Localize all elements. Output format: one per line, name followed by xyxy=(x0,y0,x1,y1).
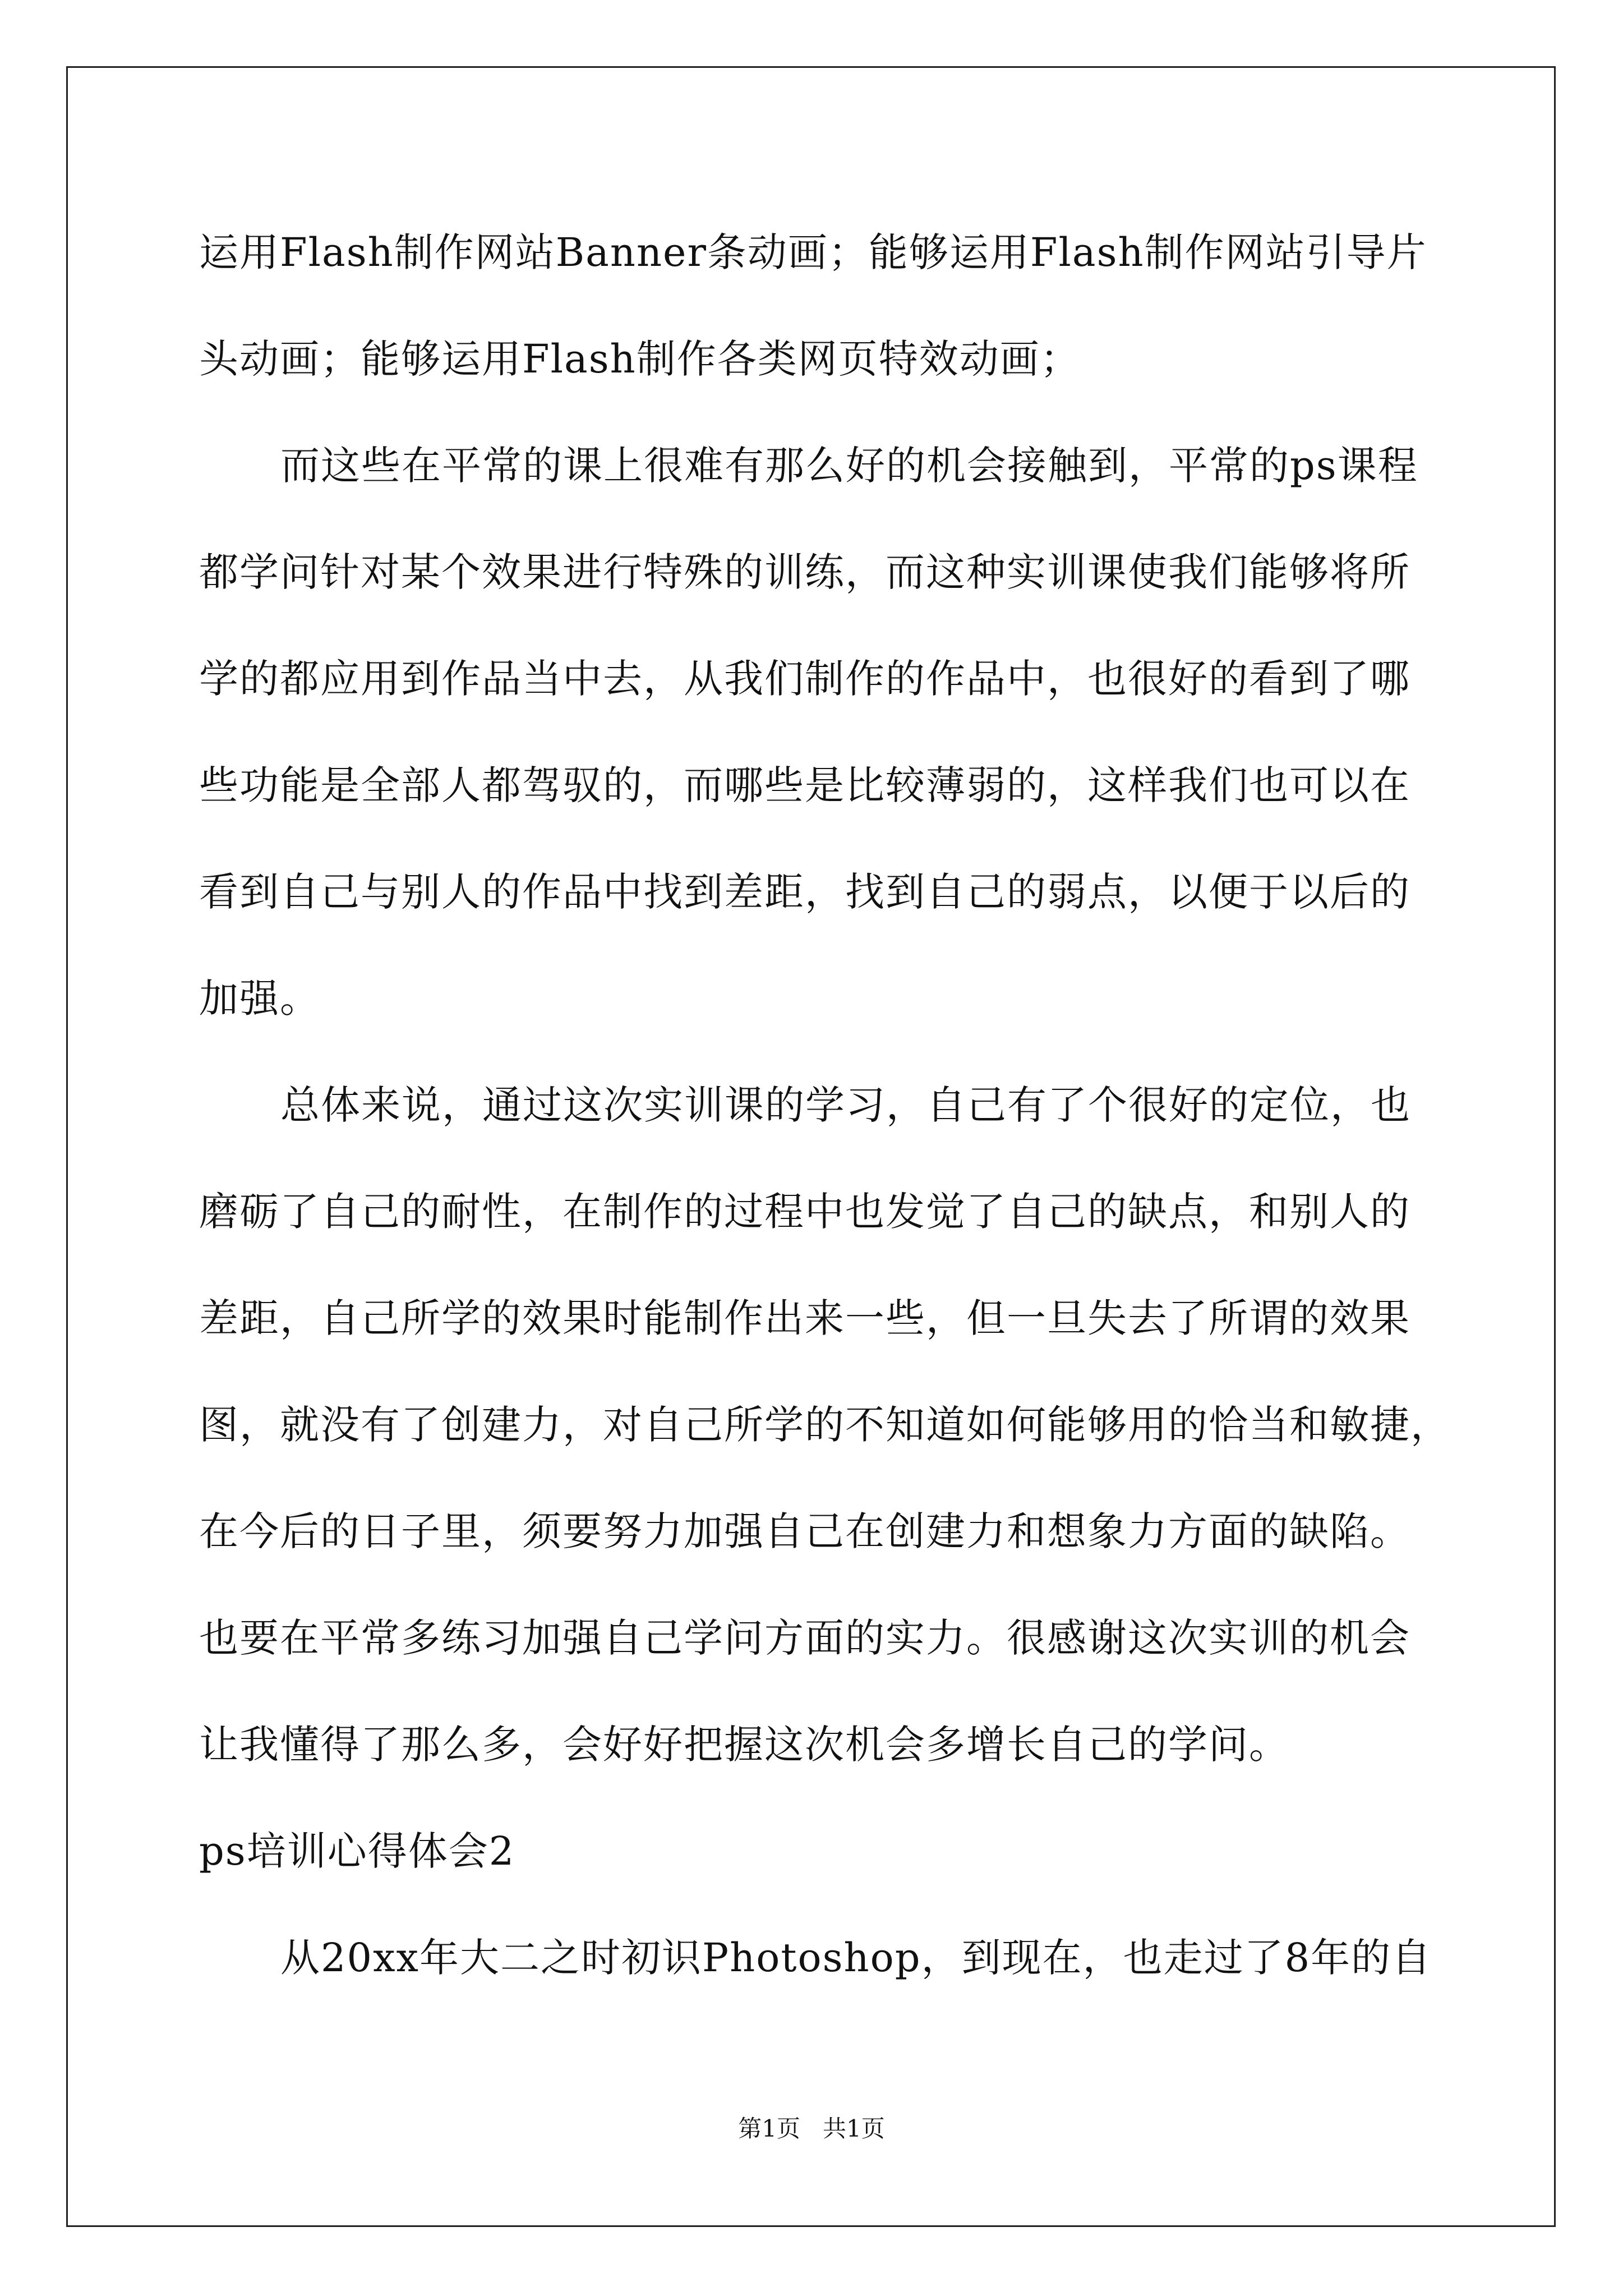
text-line: 图，就没有了创建力，对自己所学的不知道如何能够用的恰当和敏捷， xyxy=(199,1402,1451,1448)
text-line: 差距，自己所学的效果时能制作出来一些，但一旦失去了所谓的效果 xyxy=(199,1295,1410,1341)
page-border xyxy=(66,66,1556,2227)
paragraph-start-line: 总体来说，通过这次实训课的学习，自己有了个很好的定位，也 xyxy=(280,1082,1411,1128)
text-line: 学的都应用到作品当中去，从我们制作的作品中，也很好的看到了哪 xyxy=(199,656,1410,702)
text-line: 也要在平常多练习加强自己学问方面的实力。很感谢这次实训的机会 xyxy=(199,1615,1410,1661)
section-heading: ps培训心得体会2 xyxy=(199,1828,515,1874)
page-footer: 第1页 共1页 xyxy=(738,2115,885,2142)
text-line: 头动画；能够运用Flash制作各类网页特效动画； xyxy=(199,336,1081,382)
paragraph-start-line: 从20xx年大二之时初识Photoshop，到现在，也走过了8年的自 xyxy=(280,1935,1432,1981)
text-line: 看到自己与别人的作品中找到差距，找到自己的弱点，以便于以后的 xyxy=(199,869,1410,915)
text-line: 磨砺了自己的耐性，在制作的过程中也发觉了自己的缺点，和别人的 xyxy=(199,1189,1410,1235)
text-line: 都学问针对某个效果进行特殊的训练，而这种实训课使我们能够将所 xyxy=(199,549,1410,595)
text-line: 加强。 xyxy=(199,976,320,1022)
text-line: 让我懂得了那么多，会好好把握这次机会多增长自己的学问。 xyxy=(199,1722,1289,1768)
text-line: 些功能是全部人都驾驭的，而哪些是比较薄弱的，这样我们也可以在 xyxy=(199,762,1410,808)
text-line: 在今后的日子里，须要努力加强自己在创建力和想象力方面的缺陷。 xyxy=(199,1508,1410,1554)
text-line: 运用Flash制作网站Banner条动画；能够运用Flash制作网站引导片 xyxy=(199,229,1427,275)
paragraph-start-line: 而这些在平常的课上很难有那么好的机会接触到，平常的ps课程 xyxy=(280,443,1418,489)
